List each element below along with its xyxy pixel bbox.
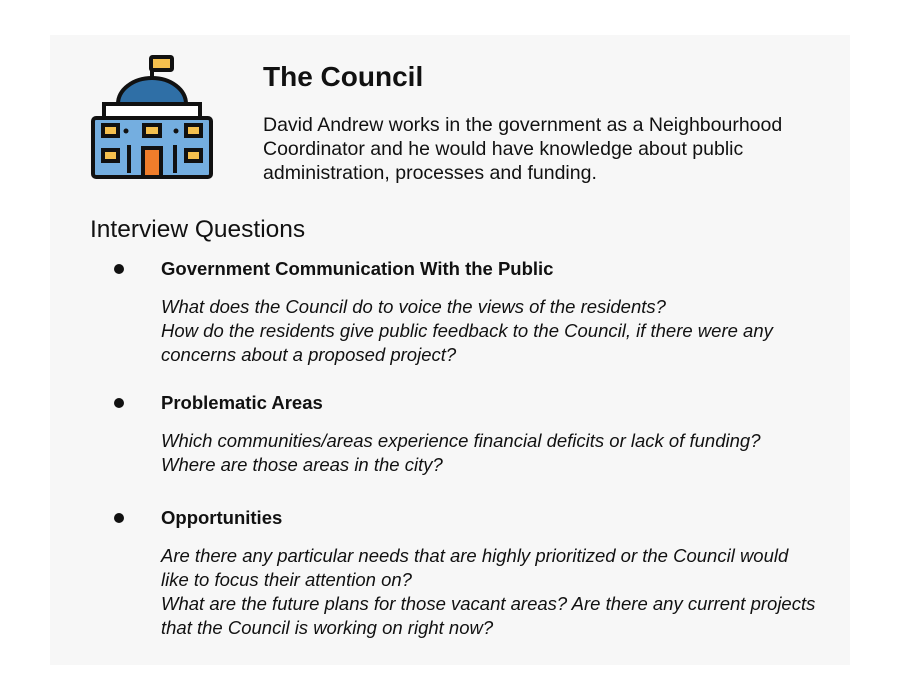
question-topic-title: Government Communication With the Public xyxy=(161,258,554,279)
question-line: What are the future plans for those vacant areas? Are there any current projects xyxy=(161,593,816,614)
question-line: What does the Council do to voice the views of the residents? xyxy=(161,296,666,317)
page-title: The Council xyxy=(263,61,424,92)
content-card xyxy=(50,35,850,665)
question-topic-title: Problematic Areas xyxy=(161,392,323,413)
bullet-icon xyxy=(114,398,124,408)
question-text xyxy=(161,295,821,367)
question-text xyxy=(161,429,821,477)
question-line: Which communities/areas experience financial deficits or lack of funding? xyxy=(161,430,761,451)
question-topic-title: Opportunities xyxy=(161,507,283,528)
question-line: concerns about a proposed project? xyxy=(161,344,457,365)
question-text xyxy=(161,544,821,640)
question-line: like to focus their attention on? xyxy=(161,569,412,590)
question-line: How do the residents give public feedback to the Council, if there were any xyxy=(161,320,773,341)
description: David Andrew works in the government as a Neighbourhood Coordinator and he would have knowledge about public administration, processes and funding. xyxy=(263,114,783,184)
question-line: Where are those areas in the city? xyxy=(161,454,443,475)
section-heading: Interview Questions xyxy=(90,216,306,243)
bullet-icon xyxy=(114,513,124,523)
question-line: that the Council is working on right now? xyxy=(161,617,494,638)
question-line: Are there any particular needs that are highly prioritized or the Council would xyxy=(161,545,789,566)
government-building-icon xyxy=(90,55,216,181)
bullet-icon xyxy=(114,264,124,274)
